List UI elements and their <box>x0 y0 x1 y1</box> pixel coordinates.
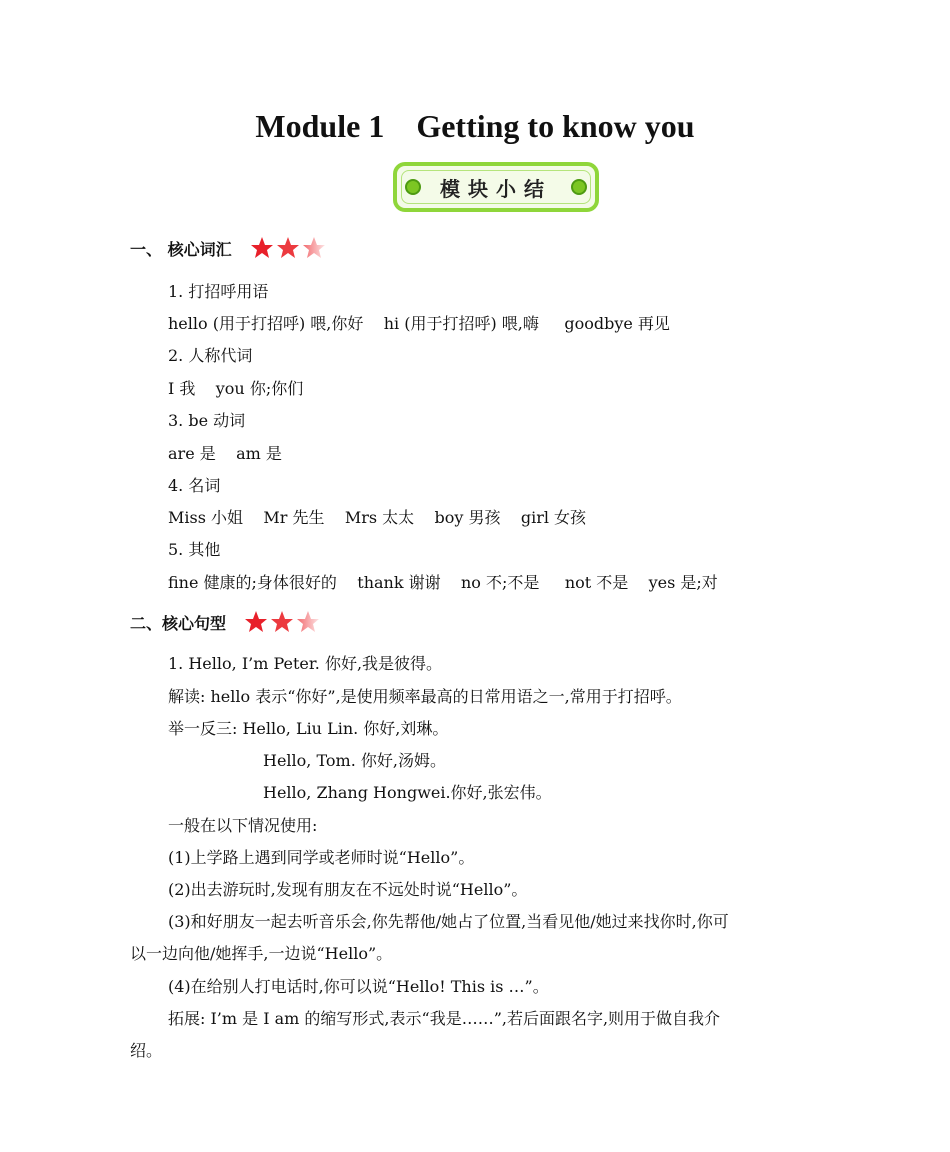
vocab-line: 3. be 动词 <box>168 411 246 430</box>
vocab-line: 1. 打招呼用语 <box>168 282 269 301</box>
green-dot-icon <box>571 179 587 195</box>
green-dot-icon <box>405 179 421 195</box>
badge-label: 模块小结 <box>440 176 552 201</box>
vocab-line: fine 健康的;身体很好的 thank 谢谢 no 不;不是 not 不是 yes 是;对 <box>168 573 718 592</box>
sentence-line: 1. Hello, I’m Peter. 你好,我是彼得。 <box>168 654 443 673</box>
vocab-line: I 我 you 你;你们 <box>168 379 304 398</box>
sentence-line: 举一反三: Hello, Liu Lin. 你好,刘琳。 <box>168 719 449 738</box>
sentence-line: (2)出去游玩时,发现有朋友在不远处时说“Hello”。 <box>168 880 528 899</box>
sentence-line: 以一边向他/她挥手,一边说“Hello”。 <box>130 944 393 963</box>
sentence-line: Hello, Tom. 你好,汤姆。 <box>263 751 446 770</box>
vocab-line: Miss 小姐 Mr 先生 Mrs 太太 boy 男孩 girl 女孩 <box>168 508 587 527</box>
sentence-line: (1)上学路上遇到同学或老师时说“Hello”。 <box>168 848 475 867</box>
vocab-line: 4. 名词 <box>168 476 221 495</box>
star-full-icon <box>276 236 300 260</box>
star-rating <box>250 236 328 260</box>
vocab-line: hello (用于打招呼) 喂,你好 hi (用于打招呼) 喂,嗨 goodbye 再见 <box>168 314 670 333</box>
sentence-line: Hello, Zhang Hongwei.你好,张宏伟。 <box>263 783 552 802</box>
section-heading-sentences <box>130 610 322 634</box>
star-rating <box>244 610 322 634</box>
star-full-icon <box>270 610 294 634</box>
page-title: Module 1 Getting to know you <box>255 108 695 144</box>
sentence-line: (3)和好朋友一起去听音乐会,你先帮他/她占了位置,当看见他/她过来找你时,你可 <box>168 912 729 931</box>
sentence-line: (4)在给别人打电话时,你可以说“Hello! This is …”。 <box>168 977 549 996</box>
star-full-icon <box>250 236 274 260</box>
star-faded-icon <box>302 236 326 260</box>
sentence-line: 绍。 <box>130 1041 163 1060</box>
vocab-line: 5. 其他 <box>168 540 221 559</box>
sentence-line: 拓展: I’m 是 I am 的缩写形式,表示“我是……”,若后面跟名字,则用于做自我介 <box>168 1009 721 1028</box>
star-full-icon <box>244 610 268 634</box>
section-heading-label: 一、 核心词汇 <box>130 239 232 259</box>
star-faded-icon <box>296 610 320 634</box>
vocab-line: 2. 人称代词 <box>168 346 253 365</box>
section-heading-label: 二、核心句型 <box>130 613 227 633</box>
module-summary-badge <box>393 162 599 212</box>
sentence-line: 一般在以下情况使用: <box>168 816 318 835</box>
vocab-line: are 是 am 是 <box>168 444 282 463</box>
section-heading-vocabulary <box>130 236 328 260</box>
sentence-line: 解读: hello 表示“你好”,是使用频率最高的日常用语之一,常用于打招呼。 <box>168 687 682 706</box>
